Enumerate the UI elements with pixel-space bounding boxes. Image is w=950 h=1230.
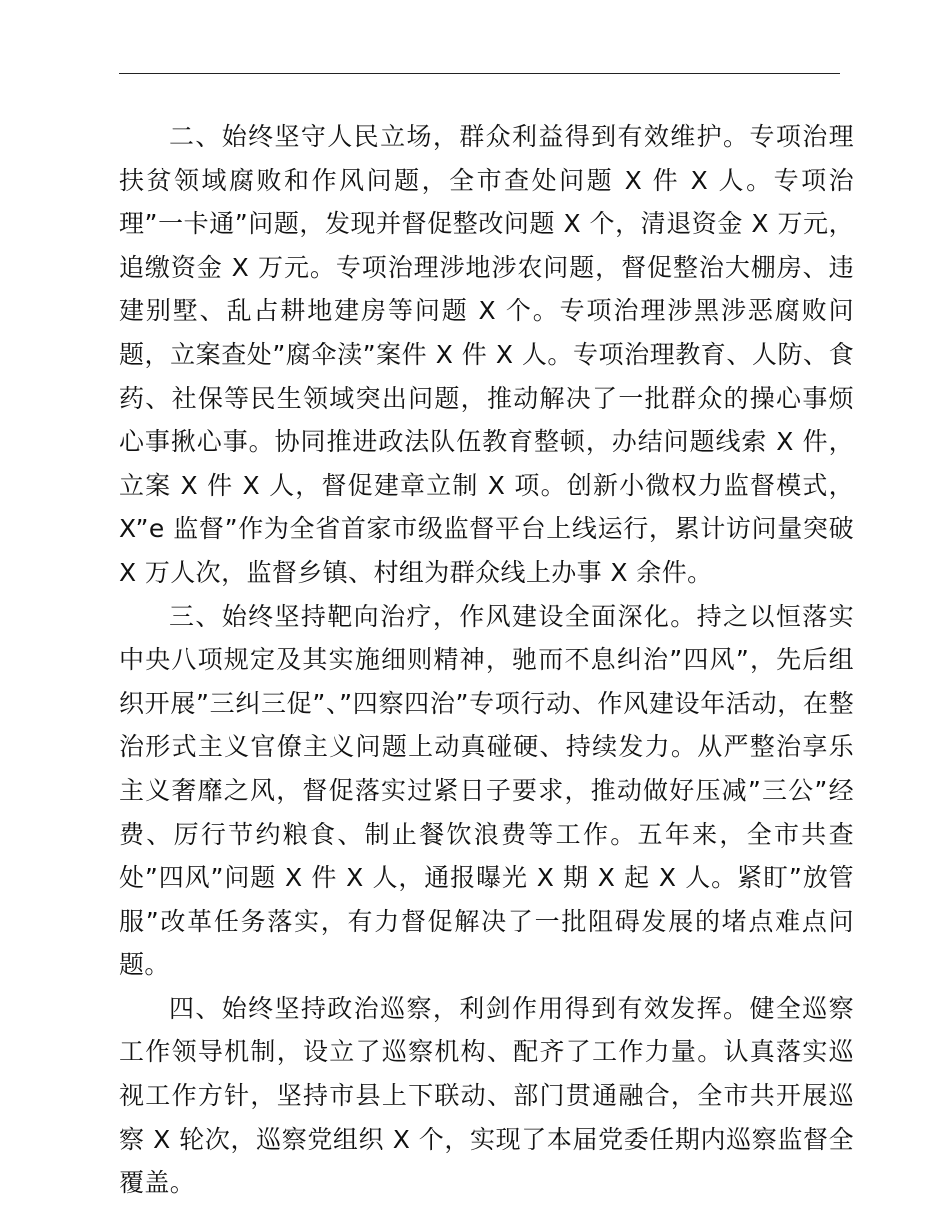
header-rule: [119, 73, 840, 74]
paragraph-section-three: 三、始终坚持靶向治疗，作风建设全面深化。持之以恒落实中央八项规定及其实施细则精神，驰而不息纠治”四风”，先后组织开展”三纠三促”、”四察四治”专项行动、作风建设年活动，在整治形式主义官僚主义问题上动真碰硬、持续发力。从严整治享乐主义奢靡之风，督促落实过紧日子要求，推动做好压减”三公”经费、厉行节约粮食、制止餐饮浪费等工作。五年来，全市共查处”四风”问题 X 件 X 人，通报曝光 X 期 X 起 X 人。紧盯”放管服”改革任务落实，有力督促解决了一批阻碍发展的堵点难点问题。: [119, 601, 854, 980]
paragraph-section-two: 二、始终坚守人民立场，群众利益得到有效维护。专项治理扶贫领域腐败和作风问题，全市查处问题 X 件 X 人。专项治理”一卡通”问题，发现并督促整改问题 X 个，清退资金 X 万元，追缴资金 X 万元。专项治理涉地涉农问题，督促整治大棚房、违建别墅、乱占耕地建房等问题 X 个。专项治理涉黑涉恶腐败问题，立案查处”腐伞渎”案件 X 件 X 人。专项治理教育、人防、食药、社保等民生领域突出问题，推动解决了一批群众的操心事烦心事揪心事。协同推进政法队伍教育整顿，办结问题线索 X 件，立案 X 件 X 人，督促建章立制 X 项。创新小微权力监督模式，X”e 监督”作为全省首家市级监督平台上线运行，累计访问量突破 X 万人次，监督乡镇、村组为群众线上办事 X 余件。: [119, 122, 854, 587]
body-text: [119, 115, 854, 1205]
paragraph-section-four: 四、始终坚持政治巡察，利剑作用得到有效发挥。健全巡察工作领导机制，设立了巡察机构、配齐了工作力量。认真落实巡视工作方针，坚持市县上下联动、部门贯通融合，全市共开展巡察 X 轮次，巡察党组织 X 个，实现了本届党委任期内巡察监督全覆盖。: [119, 993, 854, 1198]
